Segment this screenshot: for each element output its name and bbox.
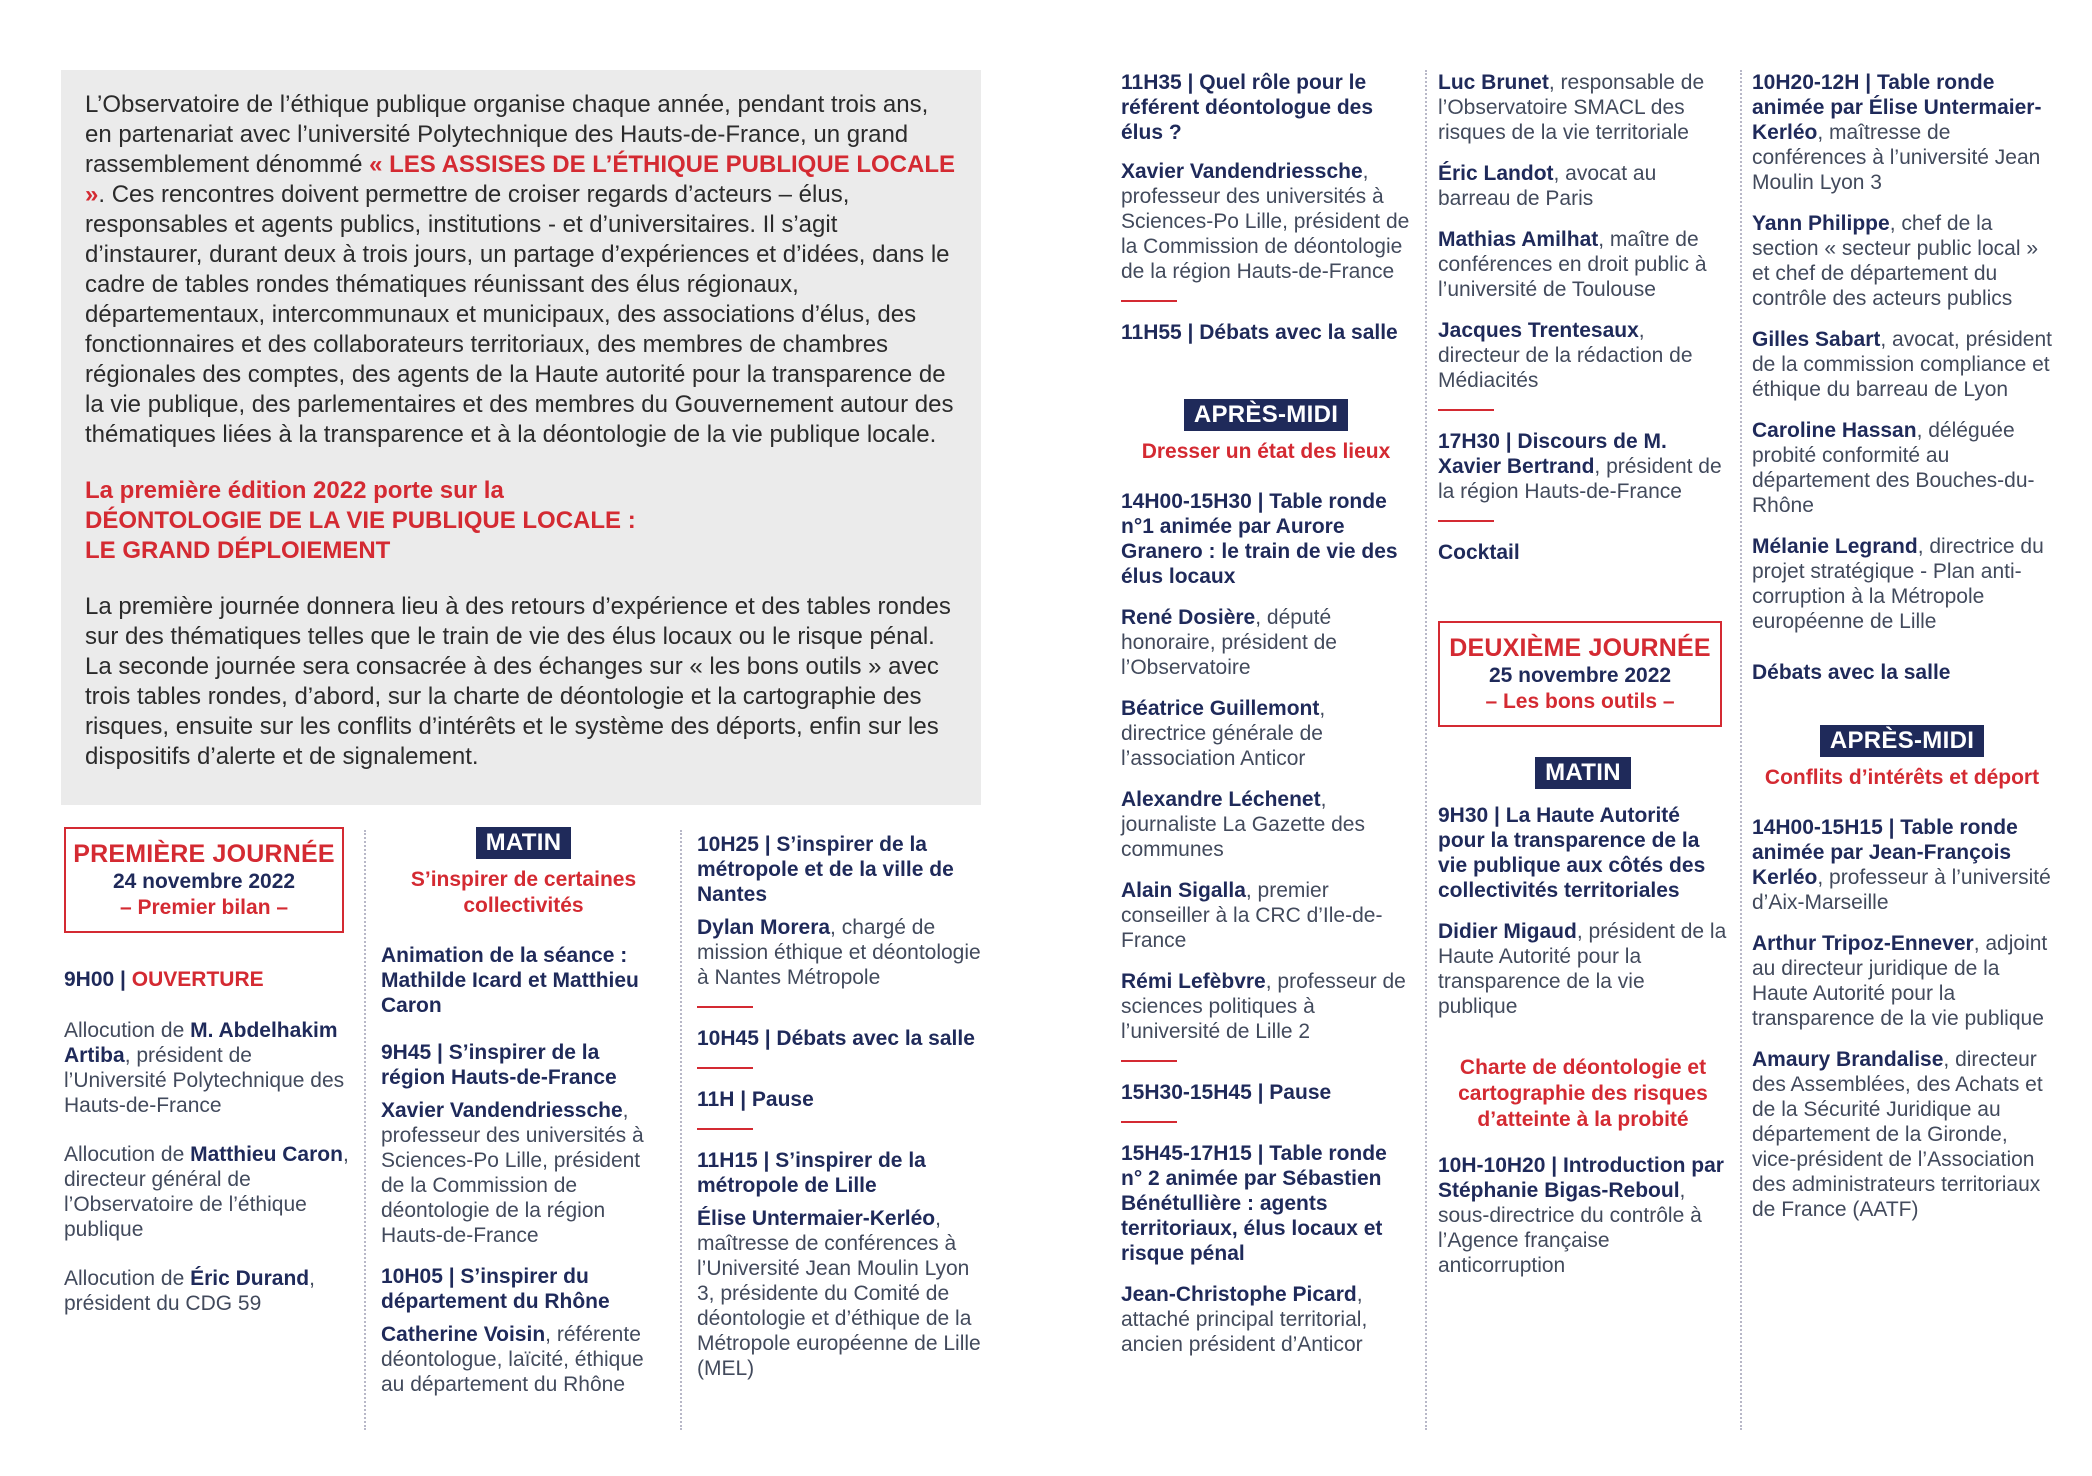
speaker: René Dosière, député honoraire, président de l’Observatoire xyxy=(1121,606,1337,679)
table-ronde-4: 14H00-15H15 | Table ronde animée par Jean-François Kerléo, professeur à l’université d’Aix-Marseille xyxy=(1752,816,2051,914)
session-referent: 11H35 | Quel rôle pour le référent déontologue des élus ? Xavier Vandendriessche, professeur des universités à Sciences-Po Lille, président de la Commission de déontologie de la région Hauts-de-France xyxy=(1121,71,1410,283)
speaker: Mathias Amilhat, maître de conférences en droit public à l’université de Toulouse xyxy=(1438,228,1707,301)
speaker: Alain Sigalla, premier conseiller à la CRC d’Ile-de-France xyxy=(1121,879,1383,952)
speaker: Béatrice Guillemont, directrice générale de l’association Anticor xyxy=(1121,697,1326,770)
separator xyxy=(1121,1060,1177,1062)
animation: Animation de la séance : Mathilde Icard et Matthieu Caron xyxy=(381,944,639,1017)
speaker: Gilles Sabart, avocat, président de la commission compliance et éthique du barreau de Lyon xyxy=(1752,328,2052,401)
intro-paragraph-2: La première journée donnera lieu à des retours d’expérience et des tables rondes sur des thématiques telles que le train de vie des élus locaux ou le risque pénal. La seconde journée sera consacrée à des échanges sur « les bons outils » avec trois tables rondes, d’abord, sur la charte de déontologie et la cartographie des risques, ensuite sur les conflits d’intérêts et le système des déports, enfin sur les dispositifs d’alerte et de signalement. xyxy=(85,593,951,770)
column-6 xyxy=(1752,70,2052,1238)
speaker: Rémi Lefèbvre, professeur de sciences politiques à l’université de Lille 2 xyxy=(1121,970,1406,1043)
day1-title: PREMIÈRE JOURNÉE xyxy=(73,840,335,868)
speaker: Amaury Brandalise, directeur des Assemblées, des Achats et de la Sécurité Juridique au département de la Gironde, vice-président de l’Association des administrateurs territoriaux de France (AATF) xyxy=(1752,1048,2043,1221)
apres-midi-tag: APRÈS-MIDI xyxy=(1820,725,1984,757)
allocution-2: Allocution de Matthieu Caron, directeur général de l’Observatoire de l’éthique publique xyxy=(64,1143,349,1241)
discours: 17H30 | Discours de M. Xavier Bertrand, président de la région Hauts-de-France xyxy=(1438,430,1722,503)
separator xyxy=(1121,1121,1177,1123)
day2-subtitle: – Les bons outils – xyxy=(1485,690,1675,713)
separator xyxy=(697,1128,753,1130)
session-region: 9H45 | S’inspirer de la région Hauts-de-France Xavier Vandendriessche, professeur des universités à Sciences-Po Lille, président de la Commission de déontologie de la région Hauts-de-France xyxy=(381,1041,644,1247)
column-4 xyxy=(1121,70,1411,1373)
separator xyxy=(697,1067,753,1069)
speaker: Mélanie Legrand, directrice du projet stratégique - Plan anti-corruption à la Métropole européenne de Lille xyxy=(1752,535,2044,633)
allocution-3: Allocution de Éric Durand, président du CDG 59 xyxy=(64,1267,315,1315)
divider xyxy=(1425,70,1427,1430)
charte-subtitle: Charte de déontologie et cartographie des risques d’atteinte à la probité xyxy=(1458,1056,1708,1131)
speaker: Caroline Hassan, déléguée probité conformité au département des Bouches-du-Rhône xyxy=(1752,419,2035,517)
speaker: Jean-Christophe Picard, attaché principal territorial, ancien président d’Anticor xyxy=(1121,1283,1368,1356)
matin-tag: MATIN xyxy=(476,827,572,859)
day2-box xyxy=(1438,621,1722,727)
day1-subtitle: – Premier bilan – xyxy=(119,896,289,919)
cocktail: Cocktail xyxy=(1438,541,1520,564)
session-nantes: 10H25 | S’inspirer de la métropole et de la ville de Nantes Dylan Morera, chargé de mission éthique et déontologie à Nantes Métropole xyxy=(697,833,981,989)
speaker: Luc Brunet, responsable de l’Observatoire SMACL des risques de la vie territoriale xyxy=(1438,71,1705,144)
divider xyxy=(364,830,366,1430)
column-day1 xyxy=(64,827,349,1332)
apres-midi-subtitle: Dresser un état des lieux xyxy=(1141,440,1391,463)
apres-midi-tag: APRÈS-MIDI xyxy=(1184,399,1348,431)
intro-panel xyxy=(61,70,981,805)
speaker: Éric Landot, avocat au barreau de Paris xyxy=(1438,162,1657,210)
table-ronde-2: 15H45-17H15 | Table ronde n° 2 animée par Sébastien Bénétullière : agents territoriaux, élus locaux et risque pénal xyxy=(1121,1142,1387,1265)
day2-title: DEUXIÈME JOURNÉE xyxy=(1449,634,1711,662)
introduction: 10H-10H20 | Introduction par Stéphanie Bigas-Reboul, sous-directrice du contrôle à l’Agence française anticorruption xyxy=(1438,1154,1724,1277)
speaker: Alexandre Léchenet, journaliste La Gazette des communes xyxy=(1121,788,1365,861)
speaker: Yann Philippe, chef de la section « secteur public local » et chef de département du contrôle des acteurs publics xyxy=(1752,212,2038,310)
matin-subtitle: S’inspirer de certaines collectivités xyxy=(410,868,637,917)
session-rhone: 10H05 | S’inspirer du département du Rhône Catherine Voisin, référente déontologue, laïcité, éthique au département du Rhône xyxy=(381,1265,644,1396)
day1-date: 24 novembre 2022 xyxy=(112,870,296,893)
divider xyxy=(1740,70,1742,1430)
assises-title: « LES ASSISES DE L’ÉTHIQUE PUBLIQUE LOCALE » xyxy=(85,151,955,208)
column-3 xyxy=(697,832,982,1397)
separator xyxy=(1121,300,1177,302)
conflits-subtitle: Conflits d’intérêts et déport xyxy=(1764,766,2040,789)
separator xyxy=(697,1006,753,1008)
intro-paragraph: L’Observatoire de l’éthique publique organise chaque année, pendant trois ans, en partenariat avec l’université Polytechnique des Hauts-de-France, un grand rassemblement dénommé « LES ASSISES DE L’ÉTHIQUE PUBLIQUE LOCALE ». Ces rencontres doivent permettre de croiser regards d’acteurs – élus, responsables et agents publics, institutions - et d’universitaires. Il s’agit d’instaurer, durant deux à trois jours, un partage d’expériences et d’idées, dans le cadre de tables rondes thématiques réunissant des élus régionaux, départementaux, intercommunaux et municipaux, des associations d’élus, des fonctionnaires et des collaborateurs territoriaux, des membres de chambres régionales des comptes, des agents de la Haute autorité pour la transparence de la vie publique, des parlementaires et des membres du Gouvernement autour des thématiques liées à la transparence et à la déontologie de la vie publique locale. xyxy=(85,91,955,448)
speaker: Didier Migaud, président de la Haute Autorité pour la transparence de la vie publique xyxy=(1438,920,1727,1018)
separator xyxy=(1438,409,1494,411)
column-5 xyxy=(1438,70,1728,1294)
matin-tag: MATIN xyxy=(1535,757,1631,789)
speaker: Jacques Trentesaux, directeur de la rédaction de Médiacités xyxy=(1438,319,1693,392)
day2-date: 25 novembre 2022 xyxy=(1488,664,1672,687)
column-matin1 xyxy=(381,827,666,1413)
opening: 9H00 | OUVERTURE xyxy=(64,968,264,991)
session-hatvp: 9H30 | La Haute Autorité pour la transparence de la vie publique aux côtés des collectivités territoriales xyxy=(1438,804,1706,902)
pause-1: 11H | Pause xyxy=(697,1088,814,1111)
edition-heading: La première édition 2022 porte sur la DÉONTOLOGIE DE LA VIE PUBLIQUE LOCALE : LE GRAND DÉPLOIEMENT xyxy=(85,477,636,564)
debats-2: 11H55 | Débats avec la salle xyxy=(1121,321,1398,344)
debats-1: 10H45 | Débats avec la salle xyxy=(697,1027,975,1050)
speaker: Arthur Tripoz-Ennever, adjoint au directeur juridique de la Haute Autorité pour la transparence de la vie publique xyxy=(1752,932,2048,1030)
allocution-1: Allocution de M. Abdelhakim Artiba, président de l’Université Polytechnique des Hauts-de-France xyxy=(64,1019,345,1117)
debats-3: Débats avec la salle xyxy=(1752,661,1951,684)
day1-box xyxy=(64,827,344,933)
divider xyxy=(680,830,682,1430)
table-ronde-1: 14H00-15H30 | Table ronde n°1 animée par Aurore Granero : le train de vie des élus locaux xyxy=(1121,490,1398,588)
separator xyxy=(1438,520,1494,522)
pause-2: 15H30-15H45 | Pause xyxy=(1121,1081,1332,1104)
table-ronde-3: 10H20-12H | Table ronde animée par Élise Untermaier-Kerléo, maîtresse de conférences à l’université Jean Moulin Lyon 3 xyxy=(1752,71,2042,194)
session-lille: 11H15 | S’inspirer de la métropole de Lille Élise Untermaier-Kerléo, maîtresse de conférences à l’Université Jean Moulin Lyon 3, présidente du Comité de déontologie et d’éthique de la Métropole européenne de Lille (MEL) xyxy=(697,1149,981,1380)
